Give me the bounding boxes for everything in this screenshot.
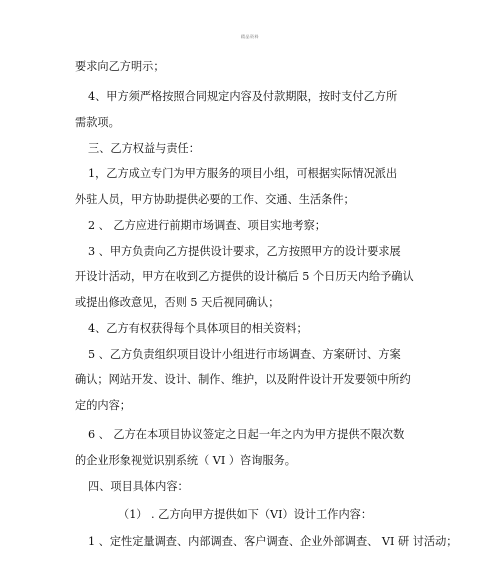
page-header: 精品资料: [241, 34, 259, 39]
text-line: 1 、定性定量调查、内部调查、客户调查、企业外部调查、 VI 研 讨活动；: [88, 535, 458, 548]
text-line: 开设计活动，甲方在收到乙方提供的设计稿后 5 个日历天内给予确认: [75, 270, 414, 283]
text-line: 1，乙方成立专门为甲方服务的项目小组，可根据实际情况派出: [88, 167, 398, 180]
text-line: 确认；网站开发、设计、制作、维护，以及附件设计开发要领中所约: [75, 373, 411, 386]
section-heading: 四、项目具体内容：: [88, 480, 189, 493]
text-line: 外驻人员，甲方协助提供必要的工作、交通、生活条件；: [75, 193, 355, 206]
text-line: 的企业形象视觉识别系统（ VI ）咨询服务。: [75, 454, 296, 467]
text-line: 5 、乙方负责组织项目设计小组进行市场调查、方案研讨、方案: [88, 348, 401, 361]
text-line: 2 、 乙方应进行前期市场调查、项目实地考察；: [88, 219, 326, 232]
text-line: 定的内容；: [75, 399, 131, 412]
text-line: 6 、 乙方在本项目协议签定之日起一年之内为甲方提供不限次数: [88, 428, 405, 441]
text-line: （1） . 乙方向甲方提供如下（VI）设计工作内容：: [118, 508, 373, 521]
text-line: 或提出修改意见，否则 5 天后视同确认；: [75, 296, 280, 309]
text-line: 4、甲方须严格按照合同规定内容及付款期限，按时支付乙方所: [88, 90, 398, 103]
text-line: 4、乙方有权获得每个具体项目的相关资料；: [88, 322, 308, 335]
text-line: 需款项。: [75, 116, 120, 129]
text-line: 要求向乙方明示；: [75, 60, 165, 73]
section-heading: 三、乙方权益与责任：: [88, 142, 200, 155]
text-line: 3 、甲方负责向乙方提供设计要求，乙方按照甲方的设计要求展: [88, 245, 401, 258]
